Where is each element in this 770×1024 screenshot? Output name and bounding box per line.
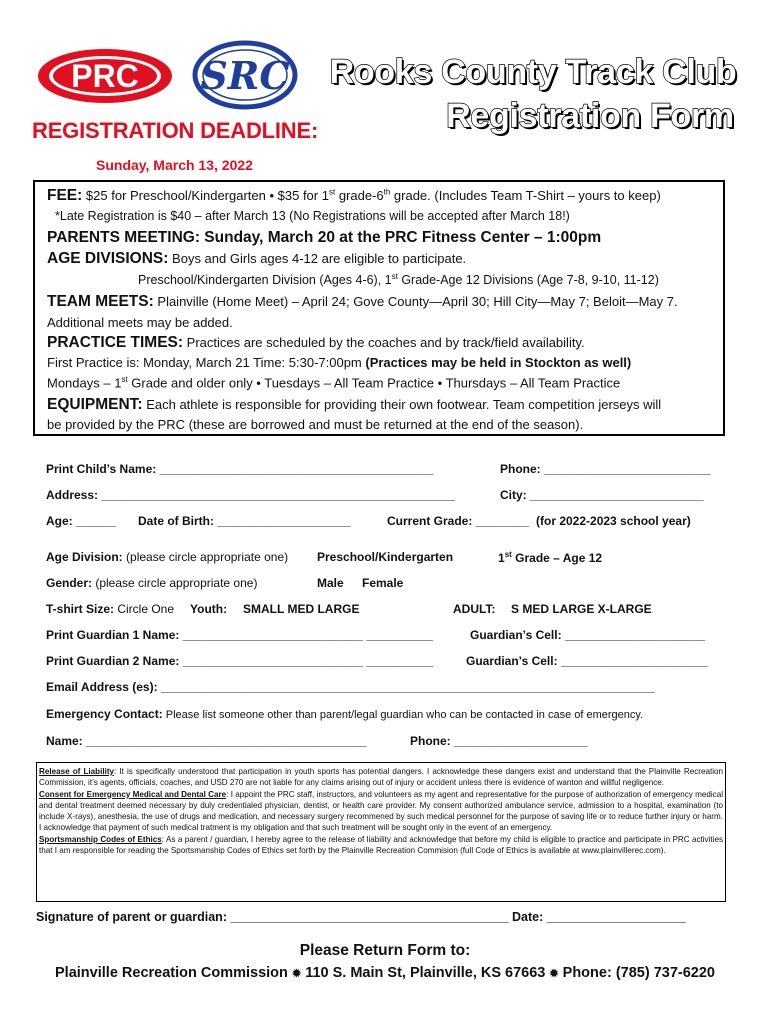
guardian1-name-field[interactable]: Print Guardian 1 Name: ___________________________ __________ <box>46 628 433 642</box>
age-division-list <box>138 272 659 287</box>
tshirt-label: T-shirt Size: <box>46 602 115 616</box>
bullet-icon: ✹ <box>549 968 559 980</box>
youth-sizes[interactable]: SMALL MED LARGE <box>243 602 360 616</box>
return-label: Please Return Form to: <box>299 942 471 959</box>
emergency-name-field[interactable]: Name: __________________________________________ <box>46 734 367 748</box>
fee-text-c: grade. (Includes Team T-Shirt – yours to keep) <box>390 188 661 203</box>
deadline-date: Sunday, March 13, 2022 <box>96 157 253 173</box>
phone-field[interactable]: Phone: _________________________ <box>500 462 711 476</box>
adult-sizes[interactable]: S MED LARGE X-LARGE <box>511 602 652 616</box>
src-logo-text: SRC <box>200 53 290 98</box>
consent-paragraph <box>39 789 723 834</box>
age-division-text-b: Grade-Age 12 Divisions (Age 7-8, 9-10, 11-12) <box>397 273 659 288</box>
equipment <box>47 396 661 414</box>
codes-text: : As a parent / guardian, I hereby agree to the release of liability and acknowledge that before my child is eligible to practice and participate in PRC activities that I am responsible for reading the Sportsmanship Codes of Ethics set forth by the Plainville Recreation Commision (full Code of Ethics is available at www.plainvillerec.com). <box>39 834 723 856</box>
signature-field[interactable]: Signature of parent or guardian: ________________________________________ <box>36 910 509 924</box>
practice-times-text: Practices are scheduled by the coaches and by track/field availability. <box>183 335 585 350</box>
youth-label: Youth: <box>190 602 228 616</box>
first-practice-note: (Practices may be held in Stockton as well) <box>365 355 632 370</box>
grade-field[interactable]: Current Grade: ________ <box>387 514 530 528</box>
return-street: 110 S. Main St, Plainville, KS 67663 <box>305 965 546 981</box>
age-divisions-text: Boys and Girls ages 4-12 are eligible to participate. <box>168 251 467 266</box>
deadline-label: REGISTRATION DEADLINE: <box>32 118 319 143</box>
age-division-hint: (please circle appropriate one) <box>122 550 289 564</box>
fee-sup: st <box>328 187 336 197</box>
schedule-sup: st <box>121 375 128 384</box>
consent-text: : I appoint the PRC staff, instructors, and volunteers as my agent and representative for the purpose of authorization of emergency medical and dental treatment deemed necessary by duly credentialed physician, dentist, or health care provider. My consent authorized ambulance service, admission to a hospital, examination (to include X-rays), anesthesia, the use of drugs and medication, and necessary surgery recommened by such medical personnel for the purpose of saving life or to reduce further injury or harm. I acknowledge that payment of such medical tratment is my obligation and that such treatment will be sought only in the event of an emergency. <box>39 789 723 833</box>
age-division-option-grade[interactable] <box>498 550 602 565</box>
age-field[interactable]: Age: ______ <box>46 514 117 528</box>
tshirt-hint: Circle One <box>114 602 175 616</box>
schedule-text: Mondays – 1 <box>47 375 122 391</box>
age-division-label: Age Division: <box>46 550 123 564</box>
guardian2-cell-field[interactable]: Guardian’s Cell: ______________________ <box>466 654 708 668</box>
parents-meeting: PARENTS MEETING: Sunday, March 20 at the PRC Fitness Center – 1:00pm <box>47 229 602 246</box>
age-division-text: Preschool/Kindergarten Division (Ages 4-6), 1 <box>138 273 392 288</box>
gender-option-female[interactable]: Female <box>362 576 404 590</box>
emergency-contact-row <box>46 707 643 721</box>
age-division-option-preschool[interactable]: Preschool/Kindergarten <box>317 550 454 564</box>
emergency-phone-field[interactable]: Phone: ____________________ <box>410 734 588 748</box>
grade-year-note: (for 2022-2023 school year) <box>536 514 691 528</box>
prc-logo <box>36 46 174 106</box>
team-meets-text: Plainville (Home Meet) – April 24; Gove County—April 30; Hill City—May 7; Beloit—May 7. <box>153 294 678 309</box>
age-division-option-text: 1 <box>498 551 505 565</box>
age-division-option-text-b: Grade – Age 12 <box>511 551 603 565</box>
dob-field[interactable]: Date of Birth: ____________________ <box>138 514 351 528</box>
legal-box <box>36 762 726 902</box>
gender-row <box>46 576 257 590</box>
late-registration: *Late Registration is $40 – after March 13 (No Registrations will be accepted after March 18!) <box>55 209 570 223</box>
gender-hint: (please circle appropriate one) <box>92 576 258 590</box>
schedule-text-b: Grade and older only • Tuesdays – All Team Practice • Thursdays – All Team Practice <box>127 375 621 391</box>
guardian2-name-field[interactable]: Print Guardian 2 Name: ___________________________ __________ <box>46 654 433 668</box>
adult-label: ADULT: <box>453 602 496 616</box>
fee-label: FEE: <box>47 187 83 204</box>
emergency-hint: Please list someone other than parent/legal guardian who can be contacted in case of emergency. <box>162 709 644 721</box>
gender-label: Gender: <box>46 576 93 590</box>
src-logo <box>192 40 298 110</box>
team-meets <box>47 293 678 311</box>
signature-date-field[interactable]: Date: ____________________ <box>512 910 686 924</box>
age-divisions <box>47 250 466 268</box>
age-division-sup: st <box>391 272 398 281</box>
practice-schedule <box>47 375 620 390</box>
practice-times <box>47 334 585 352</box>
gender-option-male[interactable]: Male <box>317 576 344 590</box>
release-title: Release of Liability <box>39 767 115 776</box>
tshirt-row <box>46 602 174 616</box>
prc-logo-text: PRC <box>71 58 139 94</box>
release-paragraph <box>39 766 723 789</box>
guardian1-cell-field[interactable]: Guardian’s Cell: _____________________ <box>470 628 706 642</box>
address-field[interactable]: Address: _____________________________________________________ <box>46 488 456 502</box>
return-address <box>0 965 770 981</box>
practice-times-label: PRACTICE TIMES: <box>47 334 184 351</box>
email-field[interactable]: Email Address (es): __________________________________________________________________________ <box>46 680 655 694</box>
first-practice <box>47 355 631 370</box>
page-title: Rooks County Track Club <box>329 53 737 91</box>
fee-line <box>47 187 661 205</box>
return-org: Plainville Recreation Commission <box>55 965 288 981</box>
page-subtitle: Registration Form <box>446 97 734 135</box>
fee-text: $25 for Preschool/Kindergarten • $35 for 1 <box>82 188 329 203</box>
team-meets-label: TEAM MEETS: <box>47 293 154 310</box>
equipment-text-2: be provided by the PRC (these are borrowed and must be returned at the end of the season). <box>47 417 584 432</box>
bullet-icon: ✹ <box>291 968 302 980</box>
age-division-row <box>46 550 288 564</box>
age-divisions-label: AGE DIVISIONS: <box>47 250 169 267</box>
codes-title: Sportsmanship Codes of Ethics <box>39 834 162 844</box>
equipment-text: Each athlete is responsible for providing their own footwear. Team competition jerseys will <box>142 397 662 412</box>
city-field[interactable]: City: __________________________ <box>500 488 704 502</box>
fee-text-b: grade-6 <box>335 188 384 203</box>
release-text: : It is specifically understood that participation in youth sports has potential dangers. I acknowledge these dangers exist and understand that the Plainville Recreation Commission, it’s agents, officials, coaches, and USD 270 are not liable for any claims arising out of injury or accident unless there is evidence of wanton and willful negligence. <box>39 767 723 788</box>
fee-sup-b: th <box>383 187 391 197</box>
consent-title: Consent for Emergency Medical and Dental Care <box>39 789 227 799</box>
child-name-field[interactable]: Print Child’s Name: _________________________________________ <box>46 462 434 476</box>
codes-paragraph <box>39 834 723 857</box>
meets-more: Additional meets may be added. <box>47 315 233 330</box>
equipment-label: EQUIPMENT: <box>47 396 143 413</box>
age-division-option-sup: st <box>504 550 512 559</box>
return-phone: Phone: (785) 737-6220 <box>562 965 715 981</box>
first-practice-text: First Practice is: Monday, March 21 Time: 5:30-7:00pm <box>47 355 366 370</box>
emergency-label: Emergency Contact: <box>46 707 163 721</box>
